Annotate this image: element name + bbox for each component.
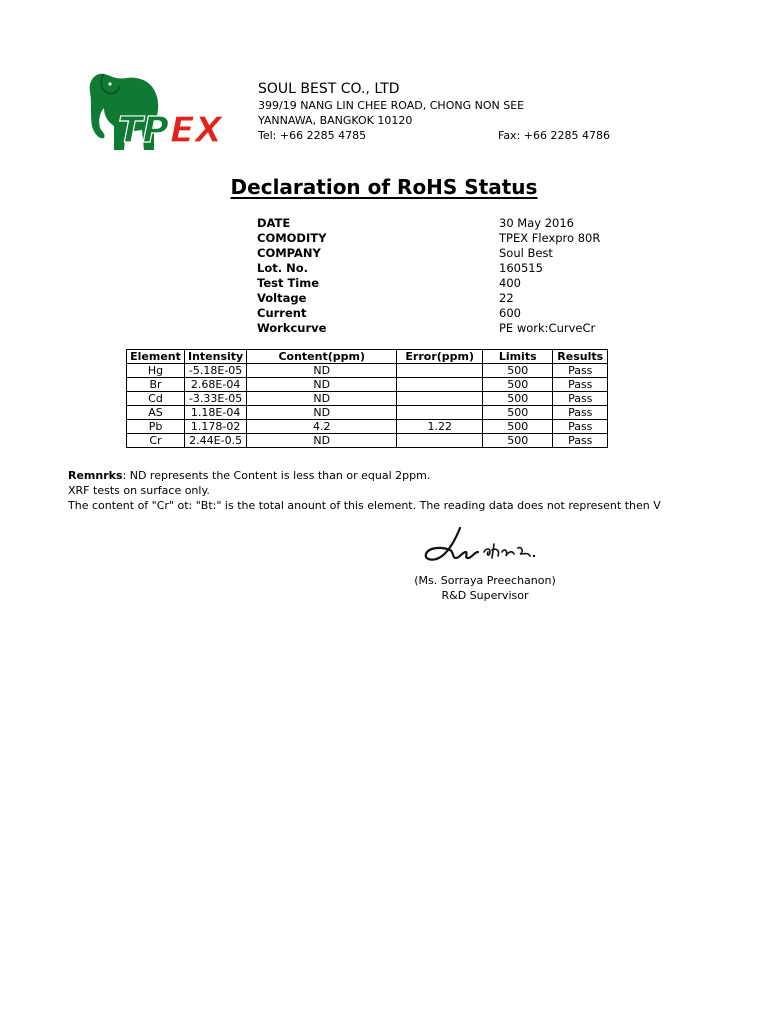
info-label: DATE <box>257 216 291 230</box>
company-logo <box>82 70 240 154</box>
table-row <box>127 364 608 378</box>
table-row <box>127 392 608 406</box>
company-header <box>258 80 638 143</box>
signer-block <box>400 573 570 603</box>
remarks-line <box>68 468 748 483</box>
table-cell: ND <box>247 406 397 420</box>
table-cell: -3.33E-05 <box>185 392 247 406</box>
column-header: Element <box>127 350 185 364</box>
info-value: PE work:CurveCr <box>499 321 596 335</box>
table-cell: 500 <box>483 364 553 378</box>
info-row-comodity <box>257 231 617 246</box>
company-address-line2: YANNAWA, BANGKOK 10120 <box>258 114 413 127</box>
table-row <box>127 420 608 434</box>
signature-icon <box>420 522 540 572</box>
table-cell: 500 <box>483 434 553 448</box>
table-cell: Cr <box>127 434 185 448</box>
info-row-date <box>257 216 617 231</box>
svg-text:TP: TP <box>118 110 169 151</box>
table-cell: 1.178-02 <box>185 420 247 434</box>
info-label: COMPANY <box>257 246 321 260</box>
info-value: TPEX Flexpro 80R <box>499 231 601 245</box>
info-label: Voltage <box>257 291 307 305</box>
svg-text:EX: EX <box>170 110 223 151</box>
table-cell: ND <box>247 364 397 378</box>
table-cell: Pass <box>553 392 608 406</box>
remarks-label: Remnrks <box>68 469 123 482</box>
info-label: COMODITY <box>257 231 327 245</box>
company-fax: Fax: +66 2285 4786 <box>498 129 610 142</box>
table-cell: ND <box>247 392 397 406</box>
table-cell: -5.18E-05 <box>185 364 247 378</box>
table-cell: Hg <box>127 364 185 378</box>
table-row <box>127 406 608 420</box>
table-cell: Pass <box>553 420 608 434</box>
column-header: Error(ppm) <box>397 350 483 364</box>
table-cell: 2.44E-0.5 <box>185 434 247 448</box>
info-row-company <box>257 246 617 261</box>
info-value: Soul Best <box>499 246 553 260</box>
info-block <box>257 216 617 336</box>
info-row-lot <box>257 261 617 276</box>
column-header: Intensity <box>185 350 247 364</box>
signer-name: (Ms. Sorraya Preechanon) <box>414 574 556 587</box>
table-cell: 2.68E-04 <box>185 378 247 392</box>
table-row <box>127 434 608 448</box>
table-cell: Pass <box>553 406 608 420</box>
info-value: 400 <box>499 276 521 290</box>
table-header-row <box>127 350 608 364</box>
table-cell: Pass <box>553 378 608 392</box>
info-label: Workcurve <box>257 321 327 335</box>
remarks-line: XRF tests on surface only. <box>68 484 210 497</box>
column-header: Results <box>553 350 608 364</box>
table-cell: 500 <box>483 420 553 434</box>
table-cell: Cd <box>127 392 185 406</box>
info-row-current <box>257 306 617 321</box>
company-address-line1: 399/19 NANG LIN CHEE ROAD, CHONG NON SEE <box>258 99 525 112</box>
table-cell <box>397 434 483 448</box>
table-row <box>127 378 608 392</box>
info-row-workcurve <box>257 321 617 336</box>
table-cell: AS <box>127 406 185 420</box>
remarks-line: The content of "Cr" ot: "Bt:" is the total anount of this element. The reading data does not represent then V <box>68 499 661 512</box>
signer-title: R&D Supervisor <box>441 589 529 602</box>
info-label: Current <box>257 306 307 320</box>
info-label: Test Time <box>257 276 320 290</box>
remarks-text: : ND represents the Content is less than or equal 2ppm. <box>122 469 431 482</box>
company-tel: Tel: +66 2285 4785 <box>258 129 367 142</box>
remarks-block <box>68 468 748 513</box>
info-row-voltage <box>257 291 617 306</box>
table-cell: ND <box>247 378 397 392</box>
table-cell: 500 <box>483 392 553 406</box>
document-title: Declaration of RoHS Status <box>230 175 538 199</box>
table-cell: Pass <box>553 434 608 448</box>
table-cell: Pass <box>553 364 608 378</box>
column-header: Limits <box>483 350 553 364</box>
company-contact-line <box>258 128 638 143</box>
column-header: Content(ppm) <box>247 350 397 364</box>
table-cell <box>397 378 483 392</box>
table-cell <box>397 406 483 420</box>
table-cell: 1.18E-04 <box>185 406 247 420</box>
info-value: 160515 <box>499 261 543 275</box>
results-table <box>126 349 608 448</box>
info-value: 30 May 2016 <box>499 216 574 230</box>
info-value: 600 <box>499 306 521 320</box>
elephant-logo-icon <box>82 70 240 154</box>
handwritten-signature <box>420 522 540 572</box>
table-cell: Pb <box>127 420 185 434</box>
table-cell: 1.22 <box>397 420 483 434</box>
table-cell: ND <box>247 434 397 448</box>
table-cell: 500 <box>483 378 553 392</box>
info-row-test-time <box>257 276 617 291</box>
table-cell <box>397 364 483 378</box>
info-label: Lot. No. <box>257 261 308 275</box>
table-cell: Br <box>127 378 185 392</box>
info-value: 22 <box>499 291 514 305</box>
table-cell: 4.2 <box>247 420 397 434</box>
table-cell <box>397 392 483 406</box>
company-name: SOUL BEST CO., LTD <box>258 81 400 97</box>
table-cell: 500 <box>483 406 553 420</box>
